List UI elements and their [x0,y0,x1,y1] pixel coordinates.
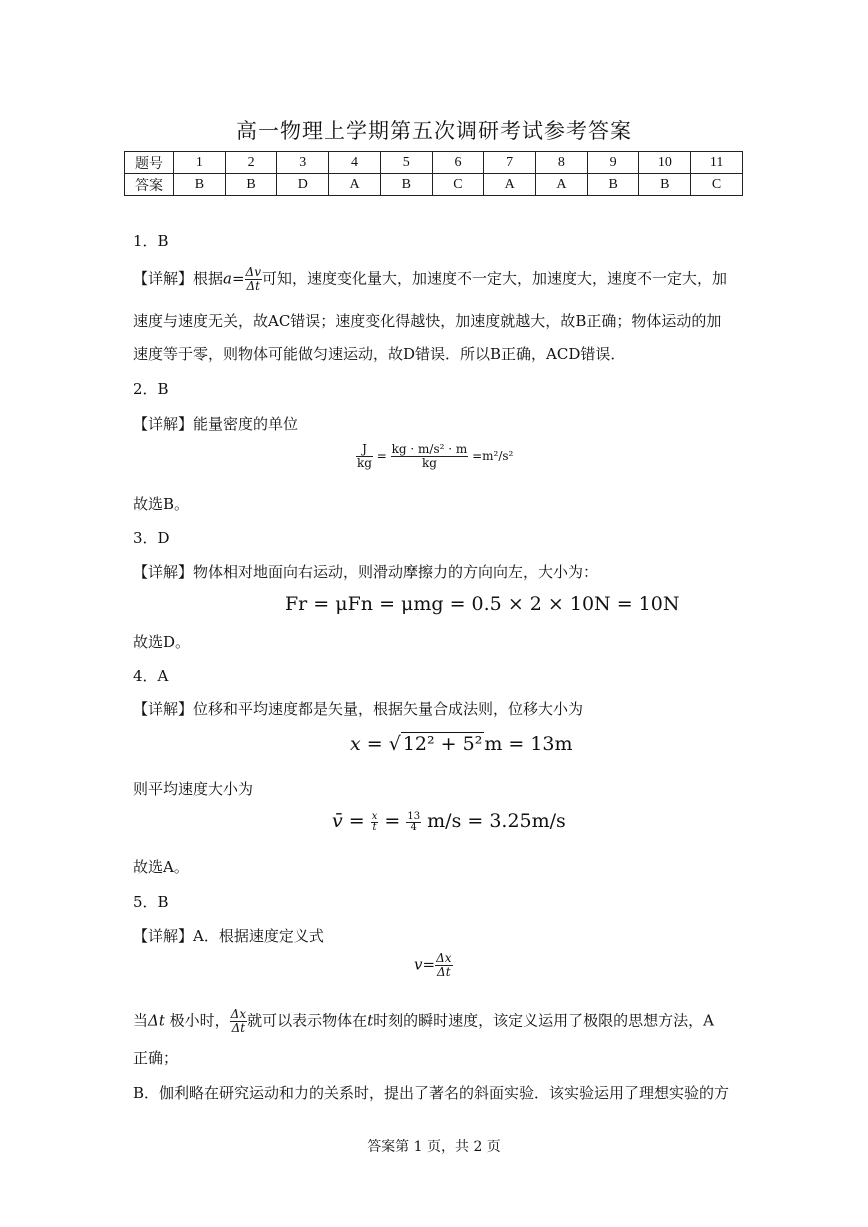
equation-rhs: m = 13m [484,733,573,755]
paragraph-text: 极小时， [164,1011,230,1030]
table-header-cell: 题号 [125,152,174,174]
table-cell: C [432,174,484,196]
table-cell: B [380,174,432,196]
table-row [125,174,743,196]
table-cell: D [277,174,329,196]
fraction-numerator: J [356,443,373,457]
fraction-denominator: Δt [437,965,451,979]
fraction-numerator: 13 [407,810,421,822]
equation-rhs: m/s = 3.25m/s [427,810,566,832]
equation-rhs: m²/s² [482,449,514,463]
table-cell: B [225,174,277,196]
table-cell: 3 [277,152,329,174]
paragraph-line: 故选D。 [133,633,191,651]
equation: $\frac{J}{kg}$ = $\frac{\text{kg · m/s² · m}}{kg}$ =m²/s² [357,442,514,470]
table-cell: 4 [329,152,381,174]
equation-var: t [367,1011,374,1030]
table-cell: 7 [484,152,536,174]
table-cell: 2 [225,152,277,174]
fraction-denominator: 4 [410,821,417,833]
page-title: 高一物理上学期第五次调研考试参考答案 [236,119,632,143]
paragraph-line: 正确； [133,1049,179,1067]
detail-label: 【详解】根据 [133,269,224,288]
paragraph-line: 故选A。 [133,858,189,876]
fraction-denominator: t [372,821,377,833]
fraction-numerator: x [371,810,378,822]
paragraph-text: 可知，速度变化量大，加速度不一定大，加速度大，速度不一定大，加 [262,269,728,288]
equation-var: x [350,733,361,755]
paragraph-line: 【详解】位移和平均速度都是矢量，根据矢量合成法则，位移大小为 [133,700,584,718]
fraction-numerator: Δx [230,1007,247,1021]
table-cell: B [174,174,226,196]
paragraph-line: 则平均速度大小为 [133,780,254,798]
table-cell: B [639,174,691,196]
equation: v̄ = $\frac{x}{t}$ = $\frac{13}{4}$ m/s = 3.25m/s [332,810,566,833]
paragraph-line: 【详解】根据a= $\frac{\Delta v}{\Delta t}$ 可知，速度变化量大，加速度不一定大，加速度大，速度不一定大，加 [133,265,728,293]
table-cell: 1 [174,152,226,174]
fraction [406,812,421,833]
table-cell: 10 [639,152,691,174]
equation: Fr = μFn = μmg = 0.5 × 2 × 10N = 10N [285,593,680,615]
equation: x = √ 12² + 5² m = 13m [350,733,573,755]
paragraph-text: 就可以表示物体在 [247,1011,368,1030]
equation-var: v [414,955,423,974]
paragraph-line: 【详解】物体相对地面向右运动，则滑动摩擦力的方向向左，大小为： [133,563,599,581]
square-root: 12² + 5² [402,733,483,755]
fraction [356,443,373,470]
question-heading: 1．B [133,232,169,250]
fraction [230,1008,247,1035]
paragraph-line: B．伽利略在研究运动和力的关系时，提出了著名的斜面实验．该实验运用了理想实验的方 [133,1084,730,1102]
fraction [245,266,262,293]
fraction [371,812,379,833]
paragraph-line: 【详解】能量密度的单位 [133,415,299,433]
fraction [435,952,452,979]
question-heading: 5．B [133,893,169,911]
fraction-denominator: Δt [246,279,261,293]
table-cell: 6 [432,152,484,174]
answer-table [124,151,743,196]
paragraph-line: 速度与速度无关，故AC错误；速度变化得越快，加速度就越大，故B正确；物体运动的加 [133,312,722,330]
paragraph-line [133,1008,714,1035]
equation-var: a [223,269,232,288]
table-header-cell: 答案 [125,174,174,196]
page-footer: 答案第 1 页，共 2 页 [367,1139,501,1155]
paragraph-line: 速度等于零，则物体可能做匀速运动，故D错误．所以B正确，ACD错误． [133,345,626,363]
equation-var: v̄ [332,810,343,832]
question-heading: 2．B [133,380,169,398]
table-row [125,152,743,174]
question-heading: 4．A [133,667,169,685]
fraction-numerator: Δx [436,951,452,965]
fraction-denominator: Δt [231,1021,246,1035]
fraction-numerator: kg · m/s² · m [391,442,468,456]
fraction-denominator: kg [357,456,372,470]
question-heading: 3．D [133,529,170,547]
paragraph-line: 【详解】A．根据速度定义式 [133,927,324,945]
paragraph-line: 故选B。 [133,495,190,513]
table-cell: A [329,174,381,196]
equation: v= $\frac{\Delta x}{\Delta t}$ [414,951,452,979]
paragraph-text: 当 [133,1011,149,1030]
equation-var: Δt [148,1011,165,1030]
paragraph-text: 时刻的瞬时速度，该定义运用了极限的思想方法，A [373,1011,714,1030]
fraction-denominator: kg [421,456,437,470]
table-cell: C [691,174,743,196]
table-cell: B [587,174,639,196]
fraction [391,443,469,470]
fraction-numerator: Δv [245,265,261,279]
table-cell: A [536,174,588,196]
table-cell: 9 [587,152,639,174]
table-cell: 11 [691,152,743,174]
table-cell: A [484,174,536,196]
table-cell: 5 [380,152,432,174]
table-cell: 8 [536,152,588,174]
